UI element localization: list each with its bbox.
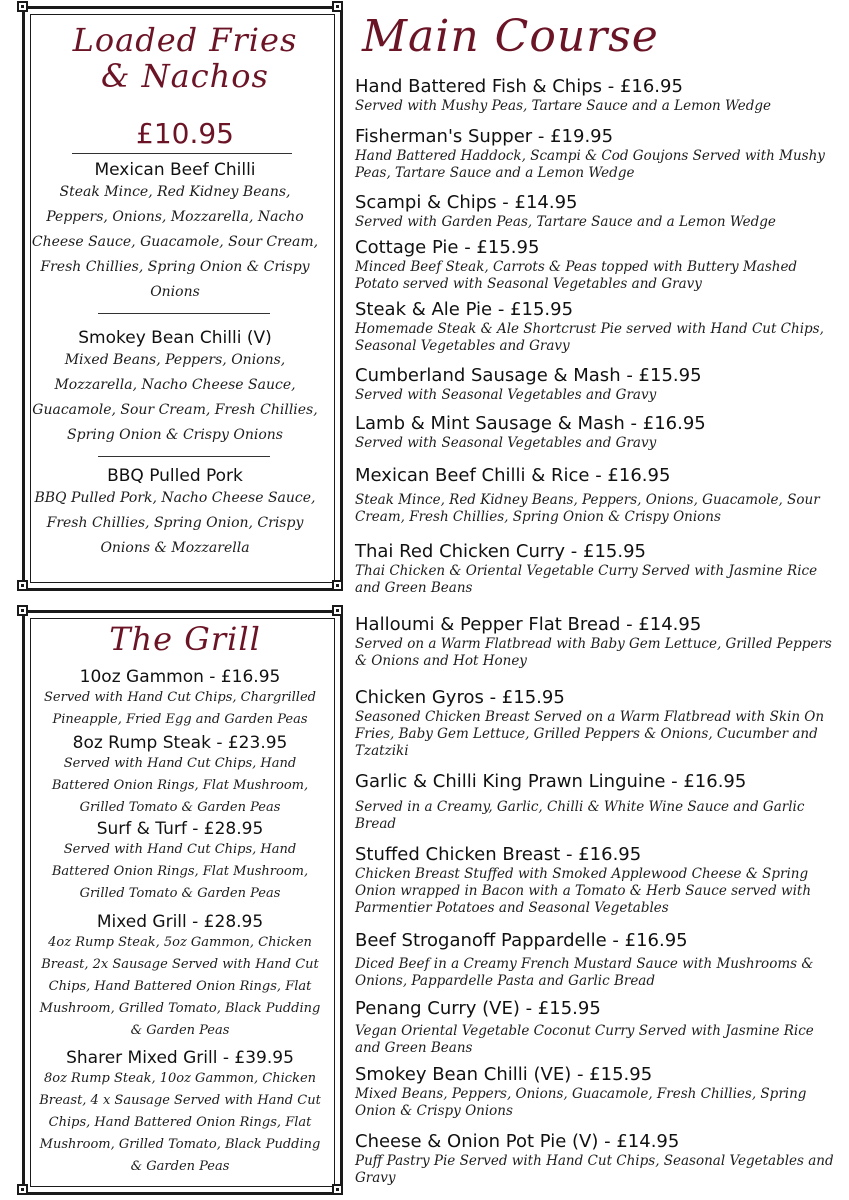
frame-corner	[17, 1, 28, 12]
item-name: 8oz Rump Steak - £23.95	[72, 733, 288, 753]
item-description: 4oz Rump Steak, 5oz Gammon, Chicken Breast, 2x Sausage Served with Hand Cut Chips, Hand Battered Onion Rings, Flat Mushroom, Grilled Tomato, Black Pudding & Garden Peas	[39, 935, 321, 1038]
item-description: BBQ Pulled Pork, Nacho Cheese Sauce, Fresh Chillies, Spring Onion, Crispy Onions & Mozzarella	[34, 490, 316, 556]
item-description: Served with Hand Cut Chips, Hand Battered Onion Rings, Flat Mushroom, Grilled Tomato & Garden Peas	[51, 842, 309, 901]
item-name: Mixed Grill - £28.95	[96, 912, 264, 932]
divider	[98, 456, 270, 457]
item-description: Seasoned Chicken Breast Served on a Warm Flatbread with Skin On Fries, Baby Gem Lettuce, Grilled Peppers & Onions, Cucumber and Tzatziki	[355, 709, 825, 759]
menu-item	[355, 126, 840, 182]
item-description: Vegan Oriental Vegetable Coconut Curry Served with Jasmine Rice and Green Beans	[355, 1023, 814, 1056]
item-name: Cheese & Onion Pot Pie (V) - £14.95	[355, 1131, 680, 1152]
item-description: Steak Mince, Red Kidney Beans, Peppers, Onions, Mozzarella, Nacho Cheese Sauce, Guacamole, Sour Cream, Fresh Chillies, Spring Onion & Crispy Onions	[31, 184, 319, 300]
item-description: Minced Beef Steak, Carrots & Peas topped with Buttery Mashed Potato served with Seasonal Vegetables and Gravy	[355, 259, 798, 292]
item-name: Cottage Pie - £15.95	[355, 237, 540, 258]
item-description: Mixed Beans, Peppers, Onions, Mozzarella, Nacho Cheese Sauce, Guacamole, Sour Cream, Fresh Chillies, Spring Onion & Crispy Onions	[32, 352, 318, 443]
item-description: Served with Hand Cut Chips, Hand Battered Onion Rings, Flat Mushroom, Grilled Tomato & Garden Peas	[51, 756, 309, 815]
divider	[98, 313, 270, 314]
main-course-title: Main Course	[362, 11, 659, 62]
menu-item	[30, 160, 320, 305]
item-description: Puff Pastry Pie Served with Hand Cut Chips, Seasonal Vegetables and Gravy	[355, 1153, 834, 1186]
frame-corner	[332, 605, 343, 616]
item-description: Served with Hand Cut Chips, Chargrilled Pineapple, Fried Egg and Garden Peas	[44, 690, 316, 727]
menu-item	[355, 541, 840, 597]
item-name: Cumberland Sausage & Mash - £15.95	[355, 365, 702, 386]
divider	[72, 153, 292, 154]
item-name: Smokey Bean Chilli (V)	[78, 328, 272, 348]
menu-item	[355, 76, 840, 115]
item-description: Steak Mince, Red Kidney Beans, Peppers, Onions, Guacamole, Sour Cream, Fresh Chillies, Spring Onion & Crispy Onions	[355, 492, 820, 525]
menu-item	[30, 466, 320, 561]
item-description: Served with Seasonal Vegetables and Gravy	[355, 435, 657, 451]
menu-item	[355, 771, 840, 833]
grill-title: The Grill	[109, 620, 261, 658]
item-description: Served with Seasonal Vegetables and Gravy	[355, 387, 657, 403]
item-name: Chicken Gyros - £15.95	[355, 687, 565, 708]
item-description: Served with Mushy Peas, Tartare Sauce and a Lemon Wedge	[355, 98, 772, 114]
item-name: Stuffed Chicken Breast - £16.95	[355, 844, 642, 865]
menu-item	[355, 237, 840, 293]
menu-item	[355, 930, 840, 990]
item-name: Steak & Ale Pie - £15.95	[355, 299, 574, 320]
item-name: Smokey Bean Chilli (VE) - £15.95	[355, 1064, 653, 1085]
menu-item	[355, 998, 840, 1057]
menu-item	[355, 614, 840, 670]
menu-item	[30, 328, 320, 448]
frame-corner	[332, 1, 343, 12]
menu-item	[35, 667, 325, 731]
frame-corner	[332, 1184, 343, 1195]
item-description: Diced Beef in a Creamy French Mustard Sauce with Mushrooms & Onions, Pappardelle Pasta and Garlic Bread	[355, 956, 814, 989]
frame-corner	[17, 605, 28, 616]
item-name: Hand Battered Fish & Chips - £16.95	[355, 76, 683, 97]
menu-item	[355, 413, 840, 452]
item-name: BBQ Pulled Pork	[107, 466, 243, 486]
menu-item	[35, 1048, 325, 1178]
menu-item	[355, 687, 840, 760]
item-name: Lamb & Mint Sausage & Mash - £16.95	[355, 413, 706, 434]
menu-item	[35, 733, 325, 819]
loaded-fries-title: Loaded Fries & Nachos	[72, 21, 298, 95]
menu-item	[355, 299, 840, 355]
item-name: 10oz Gammon - £16.95	[79, 667, 281, 687]
item-description: 8oz Rump Steak, 10oz Gammon, Chicken Breast, 4 x Sausage Served with Hand Cut Chips, Hand Battered Onion Rings, Flat Mushroom, Grilled Tomato, Black Pudding & Garden Peas	[39, 1071, 321, 1174]
item-description: Homemade Steak & Ale Shortcrust Pie served with Hand Cut Chips, Seasonal Vegetables and Gravy	[355, 321, 824, 354]
frame-corner	[332, 580, 343, 591]
item-name: Thai Red Chicken Curry - £15.95	[355, 541, 646, 562]
menu-item	[355, 365, 840, 404]
loaded-fries-price: £10.95	[136, 117, 234, 150]
item-name: Mexican Beef Chilli	[94, 160, 256, 180]
menu-item	[355, 844, 840, 917]
item-description: Chicken Breast Stuffed with Smoked Applewood Cheese & Spring Onion wrapped in Bacon with a Tomato & Herb Sauce served with Parmentier Potatoes and Seasonal Vegetables	[355, 866, 812, 916]
item-description: Thai Chicken & Oriental Vegetable Curry Served with Jasmine Rice and Green Beans	[355, 563, 818, 596]
frame-corner	[17, 1184, 28, 1195]
item-name: Mexican Beef Chilli & Rice - £16.95	[355, 465, 671, 486]
item-description: Mixed Beans, Peppers, Onions, Guacamole, Fresh Chillies, Spring Onion & Crispy Onions	[355, 1086, 807, 1119]
menu-item	[35, 819, 325, 905]
menu-item	[355, 192, 840, 231]
menu-item	[355, 1131, 840, 1187]
menu-item	[355, 465, 840, 526]
item-name: Beef Stroganoff Pappardelle - £16.95	[355, 930, 688, 951]
frame-corner	[17, 580, 28, 591]
item-name: Scampi & Chips - £14.95	[355, 192, 578, 213]
item-name: Surf & Turf - £28.95	[96, 819, 264, 839]
item-description: Served with Garden Peas, Tartare Sauce and a Lemon Wedge	[355, 214, 776, 230]
item-name: Penang Curry (VE) - £15.95	[355, 998, 601, 1019]
item-name: Fisherman's Supper - £19.95	[355, 126, 614, 147]
item-description: Served in a Creamy, Garlic, Chilli & White Wine Sauce and Garlic Bread	[355, 799, 805, 832]
menu-item	[355, 1064, 840, 1120]
menu-item	[35, 912, 325, 1042]
item-name: Sharer Mixed Grill - £39.95	[66, 1048, 294, 1068]
item-name: Garlic & Chilli King Prawn Linguine - £16.95	[355, 771, 747, 792]
item-description: Hand Battered Haddock, Scampi & Cod Goujons Served with Mushy Peas, Tartare Sauce and a Lemon Wedge	[355, 148, 825, 181]
item-description: Served on a Warm Flatbread with Baby Gem Lettuce, Grilled Peppers & Onions and Hot Honey	[355, 636, 832, 669]
item-name: Halloumi & Pepper Flat Bread - £14.95	[355, 614, 702, 635]
